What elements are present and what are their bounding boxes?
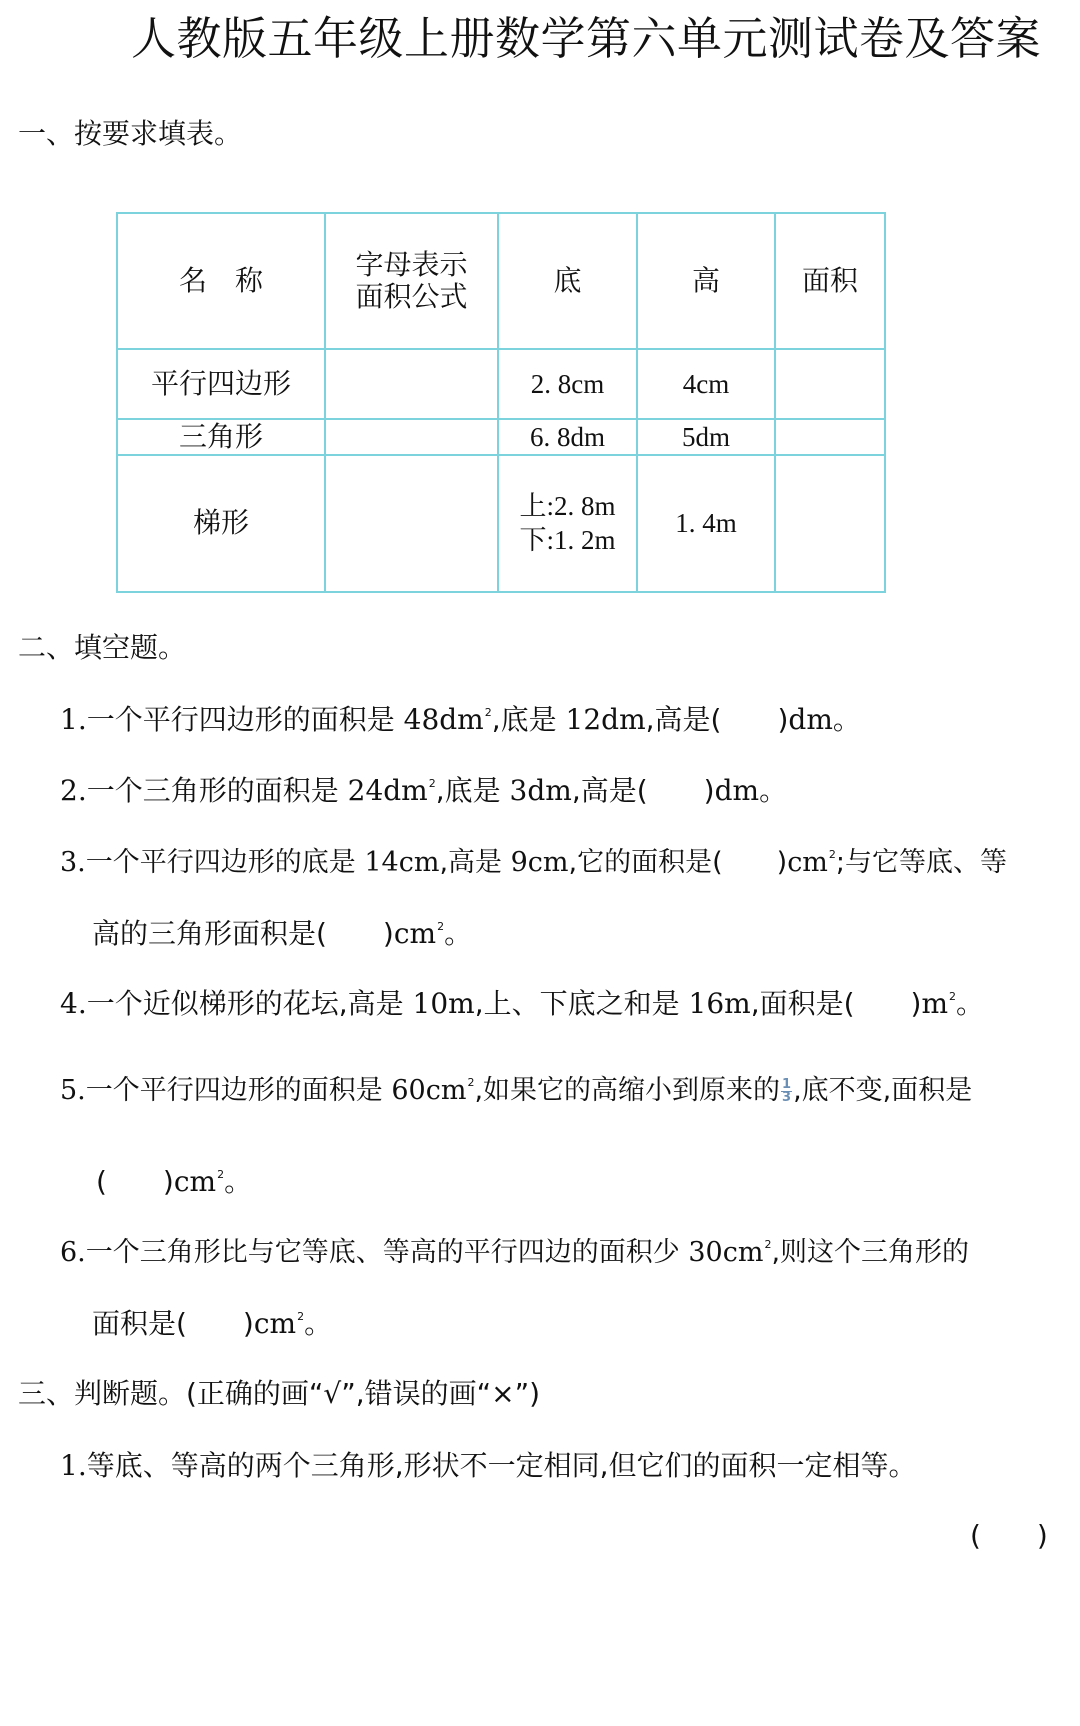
page-title: 人教版五年级上册数学第六单元测试卷及答案	[131, 12, 1042, 65]
row-name: 梯形	[117, 455, 325, 592]
question-text: ,高是	[439, 847, 511, 878]
row-base	[498, 455, 637, 592]
value: 9cm	[510, 847, 569, 878]
value: 48dm	[403, 703, 484, 736]
question-2-5-line2	[96, 1160, 252, 1200]
fill-in-table	[116, 212, 886, 593]
table-header-row	[117, 213, 885, 349]
one-third-fraction	[781, 1079, 792, 1104]
row-name: 平行四边形	[117, 349, 325, 419]
punctuation: 。	[304, 1307, 333, 1340]
value: 12dm	[565, 703, 646, 736]
question-text: 一个近似梯形的花坛,高是	[86, 987, 413, 1020]
answer-blank[interactable]: ( )	[96, 1165, 174, 1198]
question-text: 一个三角形的面积是	[86, 774, 348, 807]
value: 30cm	[688, 1237, 764, 1268]
row-formula-cell[interactable]	[325, 349, 498, 419]
question-number: 6.	[60, 1237, 86, 1268]
section-3-heading: 三、判断题。(正确的画“√”,错误的画“×”)	[18, 1377, 541, 1410]
unit: cm	[173, 1165, 217, 1198]
superscript: 2	[949, 990, 957, 1003]
question-2-3	[60, 840, 1007, 879]
question-text: ,底是	[435, 774, 510, 807]
question-2-6	[60, 1230, 969, 1269]
superscript: 2	[467, 1076, 475, 1089]
header-area: 面积	[775, 213, 885, 349]
answer-blank[interactable]: ,高是( )	[645, 703, 789, 736]
question-number: 3.	[60, 847, 86, 878]
value: 3dm	[509, 774, 572, 807]
row-formula-cell[interactable]	[325, 419, 498, 455]
value: 16m	[688, 987, 751, 1020]
question-2-3-line2	[92, 912, 472, 952]
punctuation: 。	[832, 703, 861, 736]
answer-blank[interactable]: ,面积是( )	[750, 987, 922, 1020]
fraction-denominator: 3	[782, 1090, 792, 1105]
row-area-cell[interactable]	[775, 419, 885, 455]
unit: cm	[253, 1307, 297, 1340]
header-name: 名 称	[117, 213, 325, 349]
question-2-1	[60, 698, 861, 738]
question-2-2	[60, 769, 787, 809]
section-1-heading: 一、按要求填表。	[18, 117, 243, 150]
question-number: 1.	[60, 703, 87, 736]
question-text: ,底不变,面积是	[793, 1075, 973, 1106]
answer-blank[interactable]: 高的三角形面积是( )	[92, 917, 394, 950]
value: 60cm	[391, 1075, 467, 1106]
superscript: 2	[437, 920, 445, 933]
row-height: 5dm	[637, 419, 775, 455]
row-height: 4cm	[637, 349, 775, 419]
header-height: 高	[637, 213, 775, 349]
unit: cm	[787, 847, 828, 878]
header-formula-line1: 字母表示	[355, 248, 468, 281]
answer-blank[interactable]: ,它的面积是( )	[568, 847, 788, 878]
value: 10m	[412, 987, 475, 1020]
superscript: 2	[828, 848, 836, 861]
question-number: 4.	[60, 987, 87, 1020]
row-formula-cell[interactable]	[325, 455, 498, 592]
answer-blank[interactable]: 面积是( )	[92, 1307, 254, 1340]
row-name: 三角形	[117, 419, 325, 455]
superscript: 2	[217, 1168, 225, 1181]
value: 24dm	[347, 774, 428, 807]
question-3-1	[60, 1444, 917, 1484]
row-height: 1. 4m	[637, 455, 775, 592]
row-base: 2. 8cm	[498, 349, 637, 419]
table-row	[117, 455, 885, 592]
question-text: ,则这个三角形的	[771, 1237, 970, 1268]
table-row	[117, 419, 885, 455]
question-number: 1.	[60, 1449, 87, 1482]
question-number: 5.	[60, 1075, 86, 1106]
punctuation: 。	[956, 987, 985, 1020]
section-2-heading: 二、填空题。	[18, 631, 187, 664]
question-text: ,底是	[491, 703, 566, 736]
question-text: ;与它等底、等	[835, 847, 1008, 878]
unit: dm	[788, 703, 833, 736]
unit: dm	[714, 774, 760, 807]
question-2-5	[60, 1068, 972, 1107]
question-number: 2.	[60, 774, 87, 807]
answer-blank[interactable]: ,高是( )	[571, 774, 715, 807]
question-text: ,如果它的高缩小到原来的	[474, 1075, 781, 1106]
superscript: 2	[484, 706, 492, 719]
unit: m	[921, 987, 949, 1020]
superscript: 2	[428, 777, 436, 790]
table-row	[117, 349, 885, 419]
judge-answer-parens[interactable]: ( )	[970, 1519, 1048, 1552]
question-text: 一个平行四边形的面积是	[86, 703, 404, 736]
row-area-cell[interactable]	[775, 455, 885, 592]
question-text: 等底、等高的两个三角形,形状不一定相同,但它们的面积一定相等。	[86, 1449, 917, 1482]
row-base: 6. 8dm	[498, 419, 637, 455]
superscript: 2	[764, 1238, 772, 1251]
row-base-bottom: 下:1. 2m	[519, 525, 616, 556]
row-base-top: 上:2. 8m	[519, 491, 616, 522]
question-text: 一个平行四边形的底是	[85, 847, 365, 878]
question-2-6-line2	[92, 1302, 332, 1342]
question-text: 一个三角形比与它等底、等高的平行四边的面积少	[85, 1237, 689, 1268]
question-text: ,上、下底之和是	[474, 987, 689, 1020]
punctuation: 。	[759, 774, 788, 807]
fraction-numerator: 1	[782, 1077, 792, 1092]
header-base: 底	[498, 213, 637, 349]
superscript: 2	[297, 1310, 305, 1323]
row-area-cell[interactable]	[775, 349, 885, 419]
header-formula	[325, 213, 498, 349]
header-formula-line2: 面积公式	[355, 280, 468, 313]
value: 14cm	[364, 847, 440, 878]
unit: cm	[393, 917, 437, 950]
question-2-4	[60, 982, 984, 1022]
punctuation: 。	[224, 1165, 253, 1198]
question-text: 一个平行四边形的面积是	[85, 1075, 392, 1106]
punctuation: 。	[444, 917, 473, 950]
